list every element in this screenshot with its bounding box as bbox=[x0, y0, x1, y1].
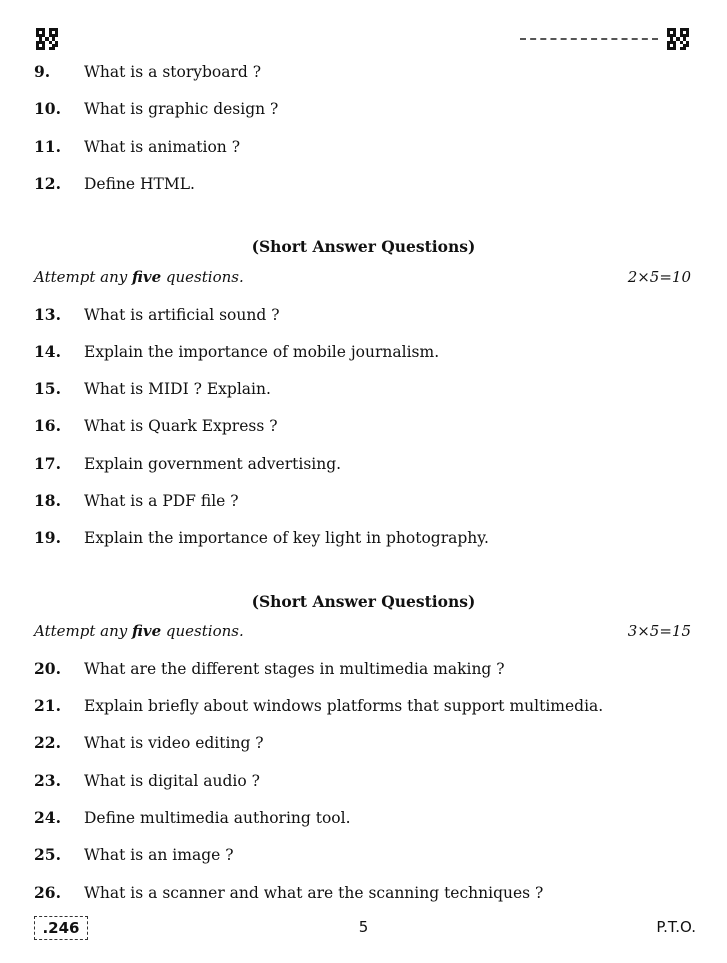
question-item bbox=[34, 844, 697, 866]
question-item bbox=[34, 527, 697, 549]
question-item bbox=[34, 173, 697, 195]
question-number: 14. bbox=[34, 342, 61, 361]
question-item bbox=[34, 882, 697, 904]
question-text: What is a PDF file ? bbox=[84, 492, 239, 510]
question-number: 22. bbox=[34, 733, 61, 752]
instruction-text: Attempt any bbox=[34, 622, 132, 640]
marks-allocation: 2×5=10 bbox=[627, 268, 691, 286]
question-text: What is an image ? bbox=[84, 846, 234, 864]
question-number: 21. bbox=[34, 696, 61, 715]
instruction-emphasis: five bbox=[131, 268, 162, 286]
question-number: 9. bbox=[34, 62, 51, 81]
question-item bbox=[34, 304, 697, 326]
question-item bbox=[34, 807, 697, 829]
question-text: What is MIDI ? Explain. bbox=[84, 380, 271, 398]
question-text: Explain the importance of mobile journalism. bbox=[84, 343, 440, 361]
question-text: Define multimedia authoring tool. bbox=[84, 809, 351, 827]
section-instruction bbox=[34, 266, 691, 288]
section-heading: (Short Answer Questions) bbox=[251, 237, 476, 256]
question-number: 26. bbox=[34, 883, 61, 902]
section-heading: (Short Answer Questions) bbox=[251, 592, 476, 611]
question-text: What is digital audio ? bbox=[84, 772, 260, 790]
question-number: 20. bbox=[34, 659, 61, 678]
question-text: What is a storyboard ? bbox=[84, 63, 262, 81]
question-text: What is graphic design ? bbox=[84, 100, 279, 118]
qr-code-icon bbox=[36, 28, 58, 50]
instruction-emphasis: five bbox=[131, 622, 162, 640]
question-item bbox=[34, 98, 697, 120]
question-item bbox=[34, 136, 697, 158]
instruction-text: questions. bbox=[161, 268, 244, 286]
page-footer bbox=[0, 916, 727, 942]
question-number: 19. bbox=[34, 528, 61, 547]
instruction-text: questions. bbox=[161, 622, 244, 640]
question-number: 10. bbox=[34, 99, 61, 118]
question-number: 15. bbox=[34, 379, 61, 398]
question-item bbox=[34, 378, 697, 400]
question-item bbox=[34, 732, 697, 754]
question-number: 25. bbox=[34, 845, 61, 864]
question-number: 12. bbox=[34, 174, 61, 193]
question-text: What are the different stages in multimedia making ? bbox=[84, 660, 505, 678]
question-item bbox=[34, 341, 697, 363]
question-item bbox=[34, 658, 697, 680]
marks-allocation: 3×5=15 bbox=[627, 622, 691, 640]
question-item bbox=[34, 490, 697, 512]
qr-code-icon bbox=[667, 28, 689, 50]
question-text: Explain the importance of key light in photography. bbox=[84, 529, 489, 547]
section-instruction bbox=[34, 620, 691, 642]
question-text: What is a scanner and what are the scanning techniques ? bbox=[84, 884, 544, 902]
header-dashed-line bbox=[520, 38, 658, 40]
question-number: 16. bbox=[34, 416, 61, 435]
question-item bbox=[34, 453, 697, 475]
question-item bbox=[34, 770, 697, 792]
question-item bbox=[34, 695, 697, 717]
question-item bbox=[34, 61, 697, 83]
question-text: What is animation ? bbox=[84, 138, 241, 156]
question-number: 18. bbox=[34, 491, 61, 510]
question-text: Explain briefly about windows platforms that support multimedia. bbox=[84, 697, 604, 715]
question-number: 17. bbox=[34, 454, 61, 473]
pto-label: P.T.O. bbox=[656, 918, 696, 936]
question-number: 24. bbox=[34, 808, 61, 827]
question-text: What is Quark Express ? bbox=[84, 417, 278, 435]
question-text: Explain government advertising. bbox=[84, 455, 342, 473]
page-number: 5 bbox=[358, 918, 369, 936]
question-text: What is artificial sound ? bbox=[84, 306, 280, 324]
question-number: 23. bbox=[34, 771, 61, 790]
question-number: 13. bbox=[34, 305, 61, 324]
paper-code: .246 bbox=[34, 916, 88, 940]
question-text: Define HTML. bbox=[84, 175, 195, 193]
question-number: 11. bbox=[34, 137, 61, 156]
question-item bbox=[34, 415, 697, 437]
instruction-text: Attempt any bbox=[34, 268, 132, 286]
question-text: What is video editing ? bbox=[84, 734, 264, 752]
